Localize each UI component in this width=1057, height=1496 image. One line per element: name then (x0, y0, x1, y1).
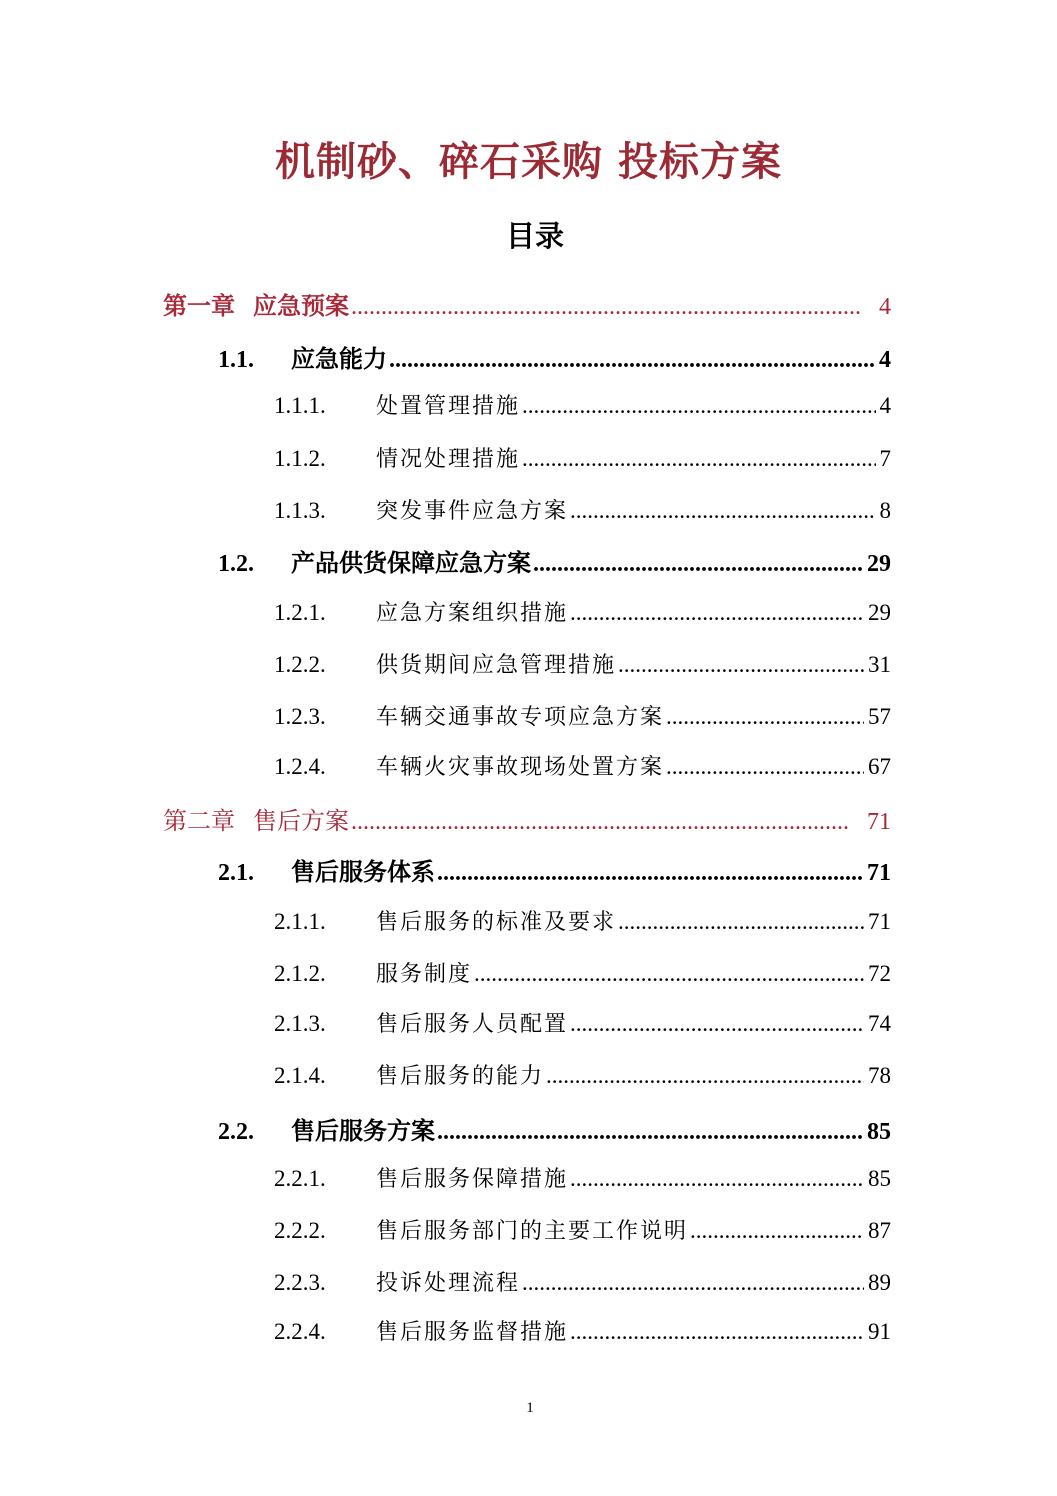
toc-entry-label: 售后服务方案 (291, 1117, 435, 1145)
toc-dot-leader (618, 652, 864, 678)
toc-dot-leader (522, 446, 875, 472)
toc-entry[interactable] (218, 339, 891, 375)
toc-entry-number: 第二章 (163, 807, 235, 835)
toc-entry[interactable] (274, 1266, 891, 1302)
toc-entry-number: 1.2.2. (274, 652, 326, 677)
toc-entry[interactable] (274, 442, 891, 478)
toc-dot-leader (666, 754, 864, 780)
toc-entry-page: 8 (879, 498, 891, 523)
toc-dot-leader (690, 1218, 864, 1244)
document-title: 机制砂、碎石采购 投标方案 (275, 139, 782, 185)
toc-entry-label: 售后服务部门的主要工作说明 (376, 1219, 689, 1244)
toc-entry-number: 2.1.4. (274, 1063, 326, 1088)
toc-entry-number: 1.2.4. (274, 754, 326, 779)
toc-entry-page: 85 (868, 1166, 891, 1191)
toc-entry-page: 67 (868, 754, 891, 779)
toc-entry-number: 1.1.3. (274, 498, 326, 523)
toc-dot-leader (389, 347, 875, 374)
toc-entry[interactable] (274, 596, 891, 632)
toc-entry-label: 情况处理措施 (376, 447, 521, 472)
toc-entry-label: 售后服务的标准及要求 (376, 910, 617, 935)
toc-entry-number: 1.2. (218, 551, 254, 577)
toc-entry-page: 71 (867, 860, 891, 886)
toc-dot-leader (570, 498, 875, 524)
toc-entry[interactable] (274, 648, 891, 684)
toc-entry-number: 1.2.1. (274, 600, 326, 625)
toc-dot-leader (351, 294, 861, 321)
toc-entry-number: 2.2.4. (274, 1319, 326, 1344)
toc-dot-leader (570, 1319, 864, 1345)
toc-entry[interactable] (274, 957, 891, 993)
toc-entry-label: 应急方案组织措施 (376, 601, 569, 626)
toc-entry[interactable] (274, 700, 891, 736)
toc-entry-label: 服务制度 (376, 962, 473, 987)
toc-entry[interactable] (163, 801, 891, 837)
toc-entry-label: 售后服务的能力 (376, 1064, 545, 1089)
toc-entry[interactable] (274, 905, 891, 941)
toc-entry[interactable] (274, 1162, 891, 1198)
toc-entry-page: 4 (879, 393, 891, 418)
toc-entry[interactable] (274, 1315, 891, 1351)
toc-entry[interactable] (274, 750, 891, 786)
toc-entry-number: 2.2. (218, 1119, 254, 1145)
toc-entry-number: 1.2.3. (274, 704, 326, 729)
toc-entry-label: 供货期间应急管理措施 (376, 653, 617, 678)
toc-entry-label: 应急能力 (291, 345, 387, 373)
toc-dot-leader (618, 909, 864, 935)
toc-entry[interactable] (274, 1007, 891, 1043)
toc-entry-number: 2.1. (218, 860, 254, 886)
toc-entry-page: 72 (868, 961, 891, 986)
toc-entry-label: 售后服务监督措施 (376, 1320, 569, 1345)
toc-dot-leader (437, 1119, 863, 1146)
toc-entry-page: 29 (867, 551, 891, 577)
toc-entry-label: 售后服务体系 (291, 858, 435, 886)
toc-entry[interactable] (218, 852, 891, 888)
toc-entry-label: 突发事件应急方案 (376, 499, 569, 524)
toc-entry-number: 2.2.2. (274, 1218, 326, 1243)
toc-entry-page: 85 (867, 1119, 891, 1145)
toc-dot-leader (437, 860, 863, 887)
toc-entry-page: 74 (868, 1011, 891, 1036)
toc-entry-page: 4 (879, 294, 891, 320)
toc-dot-leader (570, 600, 864, 626)
toc-entry-number: 1.1. (218, 347, 254, 373)
toc-entry-label: 车辆交通事故专项应急方案 (376, 705, 665, 730)
toc-entry-label: 处置管理措施 (376, 394, 521, 419)
toc-entry-page: 87 (868, 1218, 891, 1243)
toc-entry-page: 78 (868, 1063, 891, 1088)
toc-entry-page: 71 (868, 909, 891, 934)
toc-entry[interactable] (274, 494, 891, 530)
toc-dot-leader (666, 704, 864, 730)
toc-entry-page: 71 (867, 809, 891, 835)
toc-entry[interactable] (274, 389, 891, 425)
toc-entry-page: 4 (879, 347, 891, 373)
toc-entry-page: 89 (868, 1270, 891, 1295)
toc-dot-leader (570, 1011, 864, 1037)
toc-entry-number: 1.1.1. (274, 393, 326, 418)
toc-entry-label: 售后服务保障措施 (376, 1167, 569, 1192)
toc-entry-label: 售后服务人员配置 (376, 1012, 569, 1037)
toc-entry-page: 29 (868, 600, 891, 625)
toc-entry[interactable] (163, 286, 891, 322)
page-number: 1 (526, 1400, 534, 1416)
toc-dot-leader (522, 1270, 864, 1296)
toc-entry-page: 7 (879, 446, 891, 471)
toc-entry-number: 2.1.3. (274, 1011, 326, 1036)
toc-dot-leader (351, 809, 849, 836)
toc-entry[interactable] (274, 1214, 891, 1250)
toc-entry-number: 2.1.2. (274, 961, 326, 986)
toc-entry-number: 2.1.1. (274, 909, 326, 934)
toc-entry[interactable] (274, 1059, 891, 1095)
toc-dot-leader (474, 961, 864, 987)
toc-entry[interactable] (218, 543, 891, 579)
toc-entry-number: 第一章 (163, 292, 235, 320)
toc-dot-leader (533, 551, 863, 578)
toc-entry[interactable] (218, 1111, 891, 1147)
toc-entry-page: 91 (868, 1319, 891, 1344)
toc-entry-number: 1.1.2. (274, 446, 326, 471)
toc-dot-leader (570, 1166, 864, 1192)
toc-entry-label: 售后方案 (253, 807, 349, 835)
toc-entry-number: 2.2.3. (274, 1270, 326, 1295)
toc-entry-label: 投诉处理流程 (376, 1271, 521, 1296)
toc-dot-leader (522, 393, 875, 419)
toc-entry-label: 应急预案 (253, 292, 349, 320)
toc-entry-page: 31 (868, 652, 891, 677)
toc-entry-number: 2.2.1. (274, 1166, 326, 1191)
toc-heading: 目录 (505, 219, 564, 253)
toc-entry-label: 车辆火灾事故现场处置方案 (376, 755, 665, 780)
toc-entry-page: 57 (868, 704, 891, 729)
toc-entry-label: 产品供货保障应急方案 (291, 549, 531, 577)
toc-dot-leader (546, 1063, 864, 1089)
